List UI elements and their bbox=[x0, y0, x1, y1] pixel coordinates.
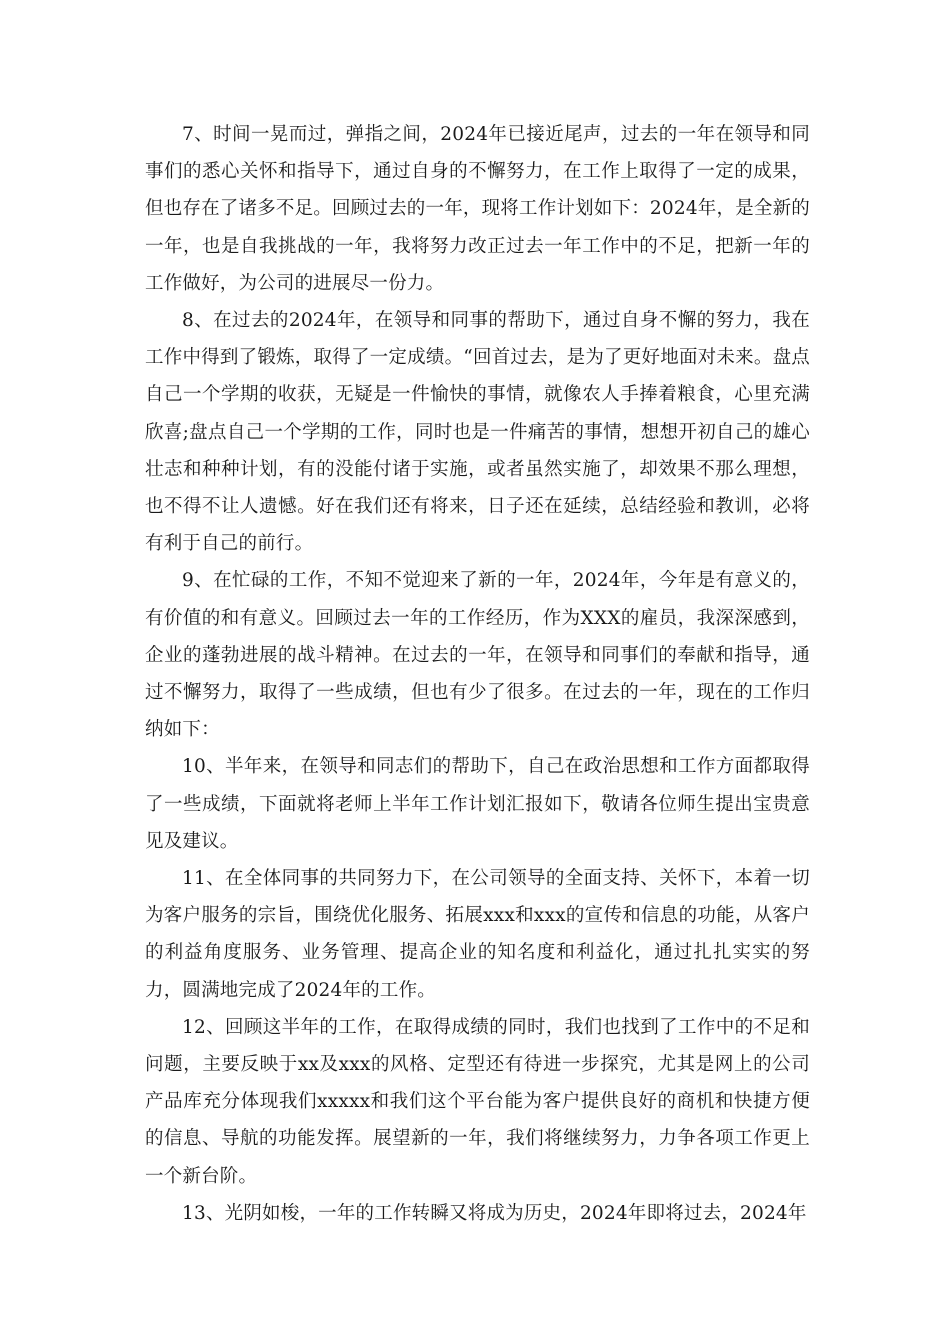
paragraph-7: 7、时间一晃而过，弹指之间，2024年已接近尾声，过去的一年在领导和同事们的悉心关怀和指导下，通过自身的不懈努力，在工作上取得了一定的成果，但也存在了诸多不足。回顾过去的一年，现将工作计划如下：2024年，是全新的一年，也是自我挑战的一年，我将努力改正过去一年工作中的不足，把新一年的工作做好，为公司的进展尽一份力。 bbox=[145, 124, 810, 294]
paragraph-13: 13、光阴如梭，一年的工作转瞬又将成为历史，2024年即将过去，2024年 bbox=[182, 1202, 807, 1224]
paragraph-12: 12、回顾这半年的工作，在取得成绩的同时，我们也找到了工作中的不足和问题，主要反映于xx及xxx的风格、定型还有待进一步探究，尤其是网上的公司产品库充分体现我们xxxxx和我们这个平台能为客户提供良好的商机和快捷方便的信息、导航的功能发挥。展望新的一年，我们将继续努力，力争各项工作更上一个新台阶。 bbox=[145, 1016, 810, 1187]
document-body bbox=[145, 116, 810, 1232]
paragraph-9: 9、在忙碌的工作，不知不觉迎来了新的一年，2024年，今年是有意义的，有价值的和有意义。回顾过去一年的工作经历，作为XXX的雇员，我深深感到，企业的蓬勃进展的战斗精神。在过去的一年，在领导和同事们的奉献和指导，通过不懈努力，取得了一些成绩，但也有少了很多。在过去的一年，现在的工作归纳如下： bbox=[145, 570, 810, 741]
paragraph-10: 10、半年来，在领导和同志们的帮助下，自己在政治思想和工作方面都取得了一些成绩，下面就将老师上半年工作计划汇报如下，敬请各位师生提出宝贵意见及建议。 bbox=[145, 756, 810, 852]
paragraph-8: 8、在过去的2024年，在领导和同事的帮助下，通过自身不懈的努力，我在工作中得到了锻炼，取得了一定成绩。“回首过去，是为了更好地面对未来。盘点自己一个学期的收获，无疑是一件愉快的事情，就像农人手捧着粮食，心里充满欣喜;盘点自己一个学期的工作，同时也是一件痛苦的事情，想想开初自己的雄心壮志和种种计划，有的没能付诸于实施，或者虽然实施了，却效果不那么理想，也不得不让人遗憾。好在我们还有将来，日子还在延续，总结经验和教训，必将有利于自己的前行。 bbox=[145, 310, 810, 555]
paragraph-11: 11、在全体同事的共同努力下，在公司领导的全面支持、关怀下，本着一切为客户服务的宗旨，围绕优化服务、拓展xxx和xxx的宣传和信息的功能，从客户的利益角度服务、业务管理、提高企业的知名度和利益化，通过扎扎实实的努力，圆满地完成了2024年的工作。 bbox=[145, 868, 810, 1001]
